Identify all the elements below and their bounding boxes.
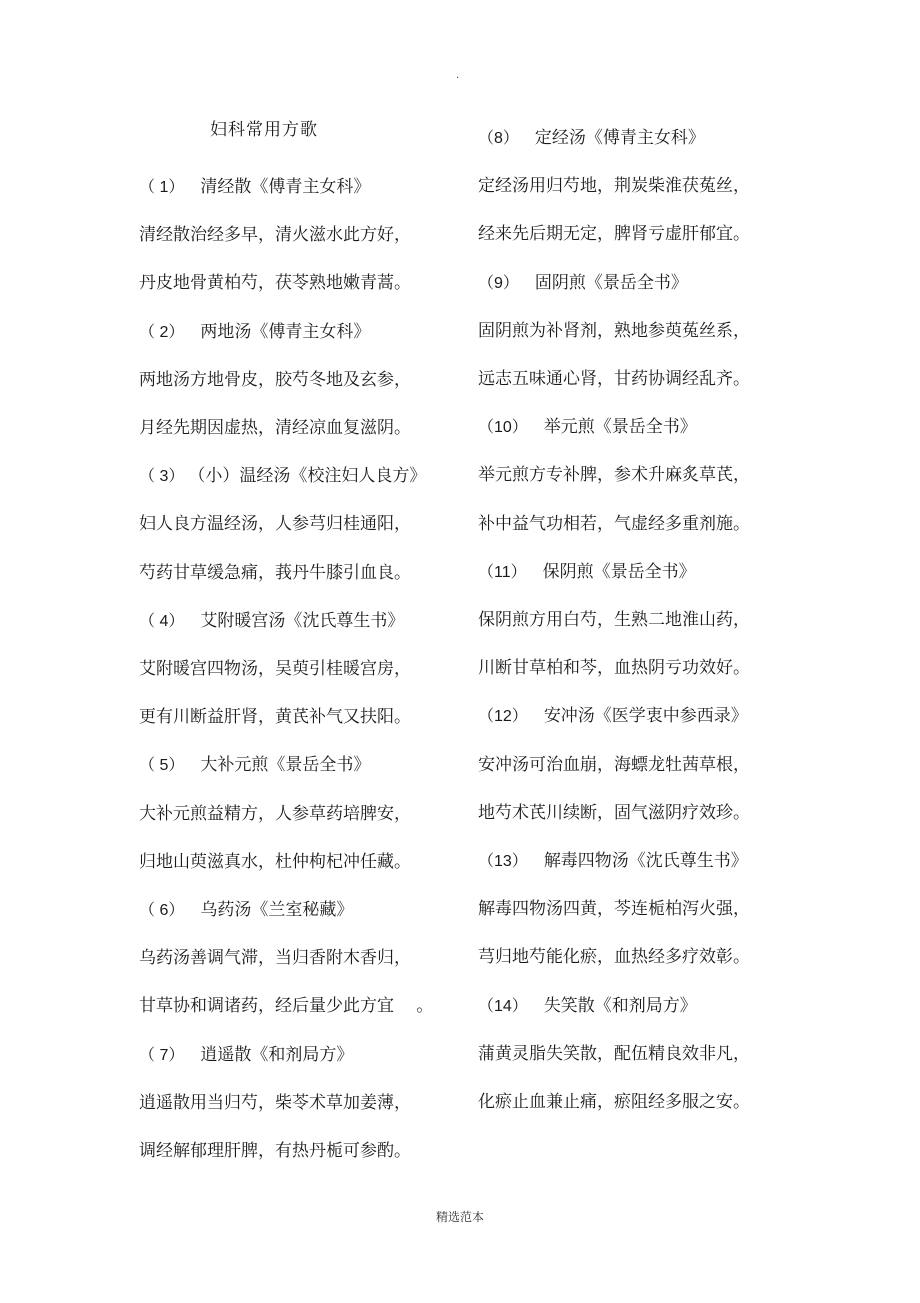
formula-name: 举元煎《景岳全书》: [543, 417, 697, 438]
verse-line: 经来先后期无定，脾肾亏虚肝郁宜。: [478, 224, 750, 245]
formula-heading: [139, 754, 370, 777]
verse-line: 两地汤方地骨皮，胶芍冬地及玄参，: [139, 369, 411, 390]
formula-number: （ 7）: [139, 1046, 185, 1064]
verse-line: 更有川断益肝肾，黄芪补气又扶阳。: [139, 707, 411, 728]
formula-name: 大补元煎《景岳全书》: [200, 755, 371, 776]
formula-name: （小）温经汤《校注妇人良方》: [188, 466, 427, 487]
formula-number: （11）: [478, 563, 527, 581]
formula-number: （ 2）: [139, 323, 185, 341]
verse-line: 归地山萸滋真水，杜仲枸杞冲任藏。: [139, 851, 411, 872]
formula-number: （ 1）: [139, 179, 185, 196]
formula-name: 两地汤《傅青主女科》: [200, 321, 371, 342]
formula-heading: [139, 899, 353, 922]
verse-line: 艾附暖宫四物汤，吴萸引桂暖宫房，: [139, 659, 411, 679]
page-footer: 精选范本: [435, 1210, 484, 1224]
formula-heading: [478, 416, 697, 439]
formula-heading: [139, 1044, 353, 1067]
formula-heading: [139, 465, 426, 488]
page-top-mark: .: [456, 70, 460, 81]
verse-line: 妇人良方温经汤，人参芎归桂通阳，: [139, 514, 411, 535]
verse-line: 乌药汤善调气滞，当归香附木香归，: [139, 948, 411, 969]
formula-number: （14）: [478, 997, 528, 1015]
formula-name: 解毒四物汤《沈氏尊生书》: [543, 851, 748, 871]
verse-line: 保阴煎方用白芍，生熟二地淮山药，: [478, 610, 750, 630]
formula-name: 固阴煎《景岳全书》: [534, 272, 688, 293]
formula-heading: [478, 850, 748, 873]
formula-heading: [139, 610, 404, 633]
formula-name: 逍遥散《和剂局方》: [200, 1044, 354, 1065]
document-title: 妇科常用方歌: [210, 120, 318, 140]
formula-heading: [139, 321, 370, 344]
verse-line: 地芍术芪川续断，固气滋阴疗效珍。: [478, 802, 750, 823]
formula-heading: [478, 127, 705, 150]
verse-line: 芎归地芍能化瘀，血热经多疗效彰。: [478, 947, 750, 968]
verse-line: 化瘀止血兼止痛，瘀阻经多服之安。: [478, 1092, 750, 1112]
verse-line: 定经汤用归芍地，荆炭柴淮茯菟丝，: [478, 176, 750, 197]
verse-line: 远志五味通心肾，甘药协调经乱齐。: [478, 369, 750, 389]
formula-number: （ 3）: [139, 468, 185, 486]
formula-number: （ 4）: [139, 612, 185, 630]
formula-number: （12）: [478, 708, 528, 726]
formula-name: 乌药汤《兰室秘藏》: [200, 900, 354, 920]
formula-heading: [478, 995, 697, 1018]
verse-line: 安冲汤可治血崩，海螵龙牡茜草根，: [478, 754, 750, 775]
formula-number: （13）: [478, 853, 528, 870]
verse-line: 蒲黄灵脂失笑散，配伍精良效非凡，: [478, 1043, 750, 1064]
verse-line: 清经散治经多早，清火滋水此方好，: [139, 225, 411, 246]
formula-name: 艾附暖宫汤《沈氏尊生书》: [200, 610, 405, 631]
formula-number: （10）: [478, 419, 528, 437]
verse-line: 芍药甘草缓急痛，莪丹牛膝引血良。: [139, 562, 411, 583]
formula-name: 安冲汤《医学衷中参西录》: [543, 706, 748, 727]
formula-number: （ 5）: [139, 757, 185, 775]
verse-line: 川断甘草柏和芩，血热阴亏功效好。: [478, 658, 750, 679]
formula-name: 定经汤《傅青主女科》: [534, 128, 705, 148]
verse-line: 调经解郁理肝脾，有热丹栀可参酌。: [139, 1141, 411, 1161]
formula-heading: [139, 176, 370, 199]
verse-line: 固阴煎为补肾剂，熟地参萸菟丝系，: [478, 320, 750, 341]
formula-heading: [478, 705, 748, 728]
formula-number: （9）: [478, 274, 519, 292]
formula-heading: [478, 561, 696, 584]
formula-number: （ 6）: [139, 902, 185, 919]
verse-line: 补中益气功相若，气虚经多重剂施。: [478, 513, 750, 534]
verse-line: 逍遥散用当归芍，柴苓术草加姜薄，: [139, 1092, 411, 1113]
verse-line: 大补元煎益精方，人参草药培脾安，: [139, 803, 411, 824]
verse-line: 解毒四物汤四黄，芩连栀柏泻火强，: [478, 899, 750, 920]
verse-line: 月经先期因虚热，清经凉血复滋阴。: [139, 418, 411, 438]
verse-line: 举元煎方专补脾，参术升麻炙草芪，: [478, 465, 750, 486]
formula-heading: [478, 272, 688, 295]
formula-name: 清经散《傅青主女科》: [200, 177, 371, 197]
verse-line: 丹皮地骨黄柏芍，茯苓熟地嫩青蒿。: [139, 273, 411, 294]
formula-name: 保阴煎《景岳全书》: [542, 561, 696, 582]
verse-line: 甘草协和调诸药，经后量少此方宜 。: [139, 996, 434, 1017]
formula-name: 失笑散《和剂局方》: [543, 995, 697, 1016]
formula-number: （8）: [478, 130, 519, 147]
